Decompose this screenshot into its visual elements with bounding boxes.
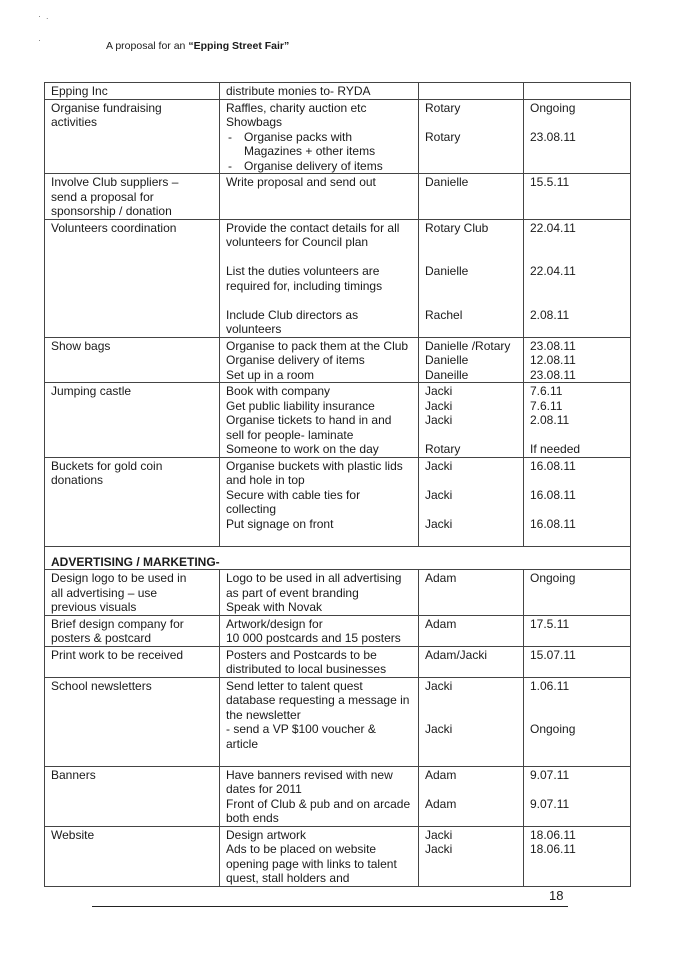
cell-line: Rotary Club bbox=[425, 220, 489, 235]
cell-line: 23.08.11 bbox=[530, 129, 576, 144]
cell-line: Ongoing bbox=[530, 571, 576, 585]
cell-line: volunteers bbox=[226, 322, 282, 336]
responsible-cell bbox=[419, 383, 524, 458]
cell-line: 2.08.11 bbox=[530, 307, 570, 322]
actions-cell bbox=[220, 570, 419, 616]
cell-line: Artwork/design for bbox=[226, 616, 323, 631]
cell-line bbox=[425, 473, 519, 488]
cell-line: Danielle bbox=[425, 175, 469, 189]
cell-line bbox=[530, 782, 626, 797]
responsible-cell bbox=[419, 826, 524, 886]
cell-line: Adam bbox=[425, 571, 457, 585]
cell-line: Rotary bbox=[425, 129, 461, 144]
cell-line: database requesting a message in bbox=[226, 693, 410, 707]
cell-line: distribute monies to- RYDA bbox=[226, 84, 371, 98]
page-number: 18 bbox=[549, 888, 564, 903]
responsible-cell bbox=[419, 615, 524, 646]
cell-line: all advertising – use bbox=[51, 585, 158, 600]
cell-line: Jacki bbox=[425, 398, 453, 413]
table-row bbox=[45, 826, 631, 886]
date-cell bbox=[524, 677, 631, 766]
table-row bbox=[45, 570, 631, 616]
cell-line: Secure with cable ties for bbox=[226, 487, 361, 502]
cell-line bbox=[425, 428, 519, 443]
cell-line bbox=[425, 782, 519, 797]
cell-line: Adam bbox=[425, 616, 457, 631]
cell-line bbox=[530, 502, 626, 517]
task-cell bbox=[45, 826, 220, 886]
task-cell bbox=[45, 615, 220, 646]
task-cell bbox=[45, 646, 220, 677]
cell-line: - send a VP $100 voucher & bbox=[226, 722, 376, 736]
actions-cell bbox=[220, 677, 419, 766]
actions-cell bbox=[220, 219, 419, 337]
cell-line: Ongoing bbox=[530, 722, 576, 736]
cell-line: Logo to be used in all advertising bbox=[226, 571, 402, 585]
cell-line: Set up in a room bbox=[226, 367, 315, 382]
cell-line bbox=[425, 693, 519, 708]
cell-line: Jacki bbox=[425, 413, 453, 427]
table-row bbox=[45, 83, 631, 100]
date-cell bbox=[524, 99, 631, 174]
task-cell bbox=[45, 457, 220, 546]
scan-specks: · . · bbox=[38, 11, 49, 45]
cell-line: 2.08.11 bbox=[530, 413, 570, 427]
cell-line: 22.04.11 bbox=[530, 220, 576, 235]
cell-line bbox=[425, 279, 519, 294]
cell-line: Danielle bbox=[425, 353, 469, 367]
responsible-cell bbox=[419, 219, 524, 337]
task-cell bbox=[45, 99, 220, 174]
responsible-cell bbox=[419, 174, 524, 220]
cell-line: Magazines + other items bbox=[244, 144, 376, 158]
cell-line: Have banners revised with new bbox=[226, 767, 393, 782]
cell-line: Buckets for gold coin bbox=[51, 458, 163, 473]
responsible-cell bbox=[419, 646, 524, 677]
cell-line: 16.08.11 bbox=[530, 487, 576, 502]
cell-line: Speak with Novak bbox=[226, 600, 323, 614]
cell-line bbox=[530, 279, 626, 294]
page-header bbox=[106, 40, 289, 52]
task-cell bbox=[45, 766, 220, 826]
cell-line: Show bags bbox=[51, 338, 111, 353]
cell-line bbox=[530, 428, 626, 443]
cell-line: Ads to be placed on website bbox=[226, 842, 377, 856]
cell-line: Ongoing bbox=[530, 100, 576, 115]
cell-line: opening page with links to talent bbox=[226, 856, 397, 871]
cell-line: as part of event branding bbox=[226, 585, 359, 600]
cell-line: 23.08.11 bbox=[530, 367, 576, 382]
cell-line: Jacki bbox=[425, 722, 453, 736]
cell-line: Posters and Postcards to be bbox=[226, 647, 377, 662]
section-row bbox=[45, 546, 631, 570]
cell-line: Organise delivery of items bbox=[226, 353, 365, 367]
task-cell bbox=[45, 83, 220, 100]
date-cell bbox=[524, 766, 631, 826]
responsible-cell bbox=[419, 99, 524, 174]
date-cell bbox=[524, 83, 631, 100]
cell-line: 1.06.11 bbox=[530, 678, 570, 693]
cell-line: 15.5.11 bbox=[530, 175, 570, 189]
table-row bbox=[45, 646, 631, 677]
cell-line: Rotary bbox=[425, 100, 461, 115]
cell-line: both ends bbox=[226, 811, 279, 825]
cell-line: sponsorship / donation bbox=[51, 204, 172, 218]
cell-line: Jacki bbox=[425, 842, 453, 856]
task-cell bbox=[45, 219, 220, 337]
date-cell bbox=[524, 615, 631, 646]
table-row bbox=[45, 615, 631, 646]
cell-line: previous visuals bbox=[51, 600, 137, 614]
cell-line: Provide the contact details for all bbox=[226, 220, 400, 235]
cell-line: dates for 2011 bbox=[226, 782, 302, 796]
task-cell bbox=[45, 337, 220, 383]
cell-line: Adam bbox=[425, 796, 457, 811]
cell-line: Danielle /Rotary bbox=[425, 338, 511, 353]
cell-line: Design logo to be used in bbox=[51, 571, 187, 585]
task-table bbox=[44, 82, 631, 887]
cell-line bbox=[530, 693, 626, 708]
cell-line: Organise to pack them at the Club bbox=[226, 338, 409, 353]
cell-line: Put signage on front bbox=[226, 516, 334, 531]
responsible-cell bbox=[419, 677, 524, 766]
header-prefix: A proposal for an bbox=[106, 40, 189, 52]
table-row bbox=[45, 383, 631, 458]
cell-line: collecting bbox=[226, 502, 277, 516]
cell-line: Organise buckets with plastic lids bbox=[226, 458, 403, 473]
task-cell bbox=[45, 570, 220, 616]
bullet-dash: - bbox=[228, 129, 232, 144]
cell-line: Write proposal and send out bbox=[226, 175, 376, 189]
cell-line: 23.08.11 bbox=[530, 338, 576, 353]
cell-line: Adam bbox=[425, 767, 457, 782]
task-cell bbox=[45, 677, 220, 766]
cell-line: Get public liability insurance bbox=[226, 398, 375, 413]
cell-line: Rachel bbox=[425, 307, 463, 322]
cell-line: Website bbox=[51, 827, 95, 842]
cell-line: Send letter to talent quest bbox=[226, 678, 363, 693]
actions-cell bbox=[220, 826, 419, 886]
cell-line: Adam/Jacki bbox=[425, 647, 488, 662]
cell-line: Danielle bbox=[425, 264, 469, 278]
cell-line bbox=[530, 473, 626, 488]
cell-line: quest, stall holders and bbox=[226, 871, 350, 885]
cell-line: Jumping castle bbox=[51, 384, 132, 398]
cell-line: 16.08.11 bbox=[530, 458, 576, 473]
table-row bbox=[45, 766, 631, 826]
actions-cell bbox=[220, 766, 419, 826]
cell-line: Organise fundraising bbox=[51, 100, 162, 115]
cell-line: If needed bbox=[530, 442, 581, 456]
cell-line: List the duties volunteers are bbox=[226, 264, 380, 278]
cell-line: activities bbox=[51, 115, 98, 129]
bullet-text: Organise delivery of items bbox=[244, 158, 383, 173]
cell-line: Organise tickets to hand in and bbox=[226, 413, 392, 427]
header-title: “Epping Street Fair” bbox=[188, 40, 290, 52]
table-row bbox=[45, 219, 631, 337]
cell-line: Someone to work on the day bbox=[226, 442, 379, 456]
actions-cell bbox=[220, 383, 419, 458]
cell-line: Jacki bbox=[425, 516, 453, 531]
table-row bbox=[45, 174, 631, 220]
cell-line bbox=[226, 250, 414, 265]
cell-line: Showbags bbox=[226, 115, 283, 129]
responsible-cell bbox=[419, 337, 524, 383]
cell-line: Book with company bbox=[226, 384, 331, 398]
cell-line: Brief design company for bbox=[51, 616, 184, 631]
cell-line: Jacki bbox=[425, 827, 453, 842]
date-cell bbox=[524, 646, 631, 677]
date-cell bbox=[524, 174, 631, 220]
date-cell bbox=[524, 826, 631, 886]
cell-line: Raffles, charity auction etc bbox=[226, 100, 367, 115]
cell-line bbox=[425, 115, 519, 130]
date-cell bbox=[524, 457, 631, 546]
cell-line bbox=[226, 531, 414, 546]
cell-line: Epping Inc bbox=[51, 84, 108, 98]
task-cell bbox=[45, 174, 220, 220]
cell-line: 18.06.11 bbox=[530, 827, 576, 842]
actions-cell bbox=[220, 99, 419, 174]
cell-line: donations bbox=[51, 473, 104, 487]
cell-line: article bbox=[226, 736, 259, 751]
cell-line: distributed to local businesses bbox=[226, 662, 387, 676]
cell-line bbox=[530, 115, 626, 130]
cell-line: Jacki bbox=[425, 487, 453, 502]
cell-line: and hole in top bbox=[226, 473, 305, 487]
actions-cell bbox=[220, 337, 419, 383]
cell-line bbox=[425, 502, 519, 517]
cell-line bbox=[530, 708, 626, 723]
cell-line: Design artwork bbox=[226, 827, 307, 842]
actions-cell bbox=[220, 174, 419, 220]
table-row bbox=[45, 337, 631, 383]
task-cell bbox=[45, 383, 220, 458]
cell-line: Daneille bbox=[425, 367, 469, 382]
cell-line: 22.04.11 bbox=[530, 264, 576, 278]
cell-line: 12.08.11 bbox=[530, 353, 576, 367]
cell-line: required for, including timings bbox=[226, 278, 383, 293]
footer-rule bbox=[92, 906, 568, 907]
cell-line: 10 000 postcards and 15 posters bbox=[226, 631, 401, 645]
cell-line bbox=[226, 130, 414, 145]
cell-line: send a proposal for bbox=[51, 189, 154, 204]
actions-cell bbox=[220, 457, 419, 546]
date-cell bbox=[524, 570, 631, 616]
cell-line: sell for people- laminate bbox=[226, 427, 354, 442]
section-heading: ADVERTISING / MARKETING- bbox=[45, 546, 631, 570]
actions-cell bbox=[220, 646, 419, 677]
cell-line: 16.08.11 bbox=[530, 516, 576, 531]
cell-line bbox=[425, 293, 519, 308]
cell-line bbox=[530, 235, 626, 250]
table-row bbox=[45, 677, 631, 766]
bullet-dash: - bbox=[228, 158, 232, 173]
date-cell bbox=[524, 337, 631, 383]
cell-line: the newsletter bbox=[226, 707, 301, 722]
cell-line: Jacki bbox=[425, 678, 453, 693]
cell-line: Jacki bbox=[425, 458, 453, 473]
cell-line: School newsletters bbox=[51, 678, 152, 693]
responsible-cell bbox=[419, 457, 524, 546]
cell-line: Print work to be received bbox=[51, 647, 184, 662]
cell-line: 15.07.11 bbox=[530, 647, 576, 662]
cell-line: 9.07.11 bbox=[530, 796, 570, 811]
cell-line bbox=[425, 235, 519, 250]
cell-line bbox=[226, 293, 414, 308]
cell-line: volunteers for Council plan bbox=[226, 235, 369, 249]
cell-line bbox=[530, 293, 626, 308]
cell-line: Jacki bbox=[425, 384, 453, 398]
date-cell bbox=[524, 383, 631, 458]
cell-line: 9.07.11 bbox=[530, 767, 570, 782]
cell-line: 7.6.11 bbox=[530, 384, 563, 398]
date-cell bbox=[524, 219, 631, 337]
cell-line: Rotary bbox=[425, 442, 461, 456]
cell-line: 17.5.11 bbox=[530, 616, 570, 631]
actions-cell bbox=[220, 83, 419, 100]
responsible-cell bbox=[419, 83, 524, 100]
cell-line: Include Club directors as bbox=[226, 307, 359, 322]
responsible-cell bbox=[419, 570, 524, 616]
responsible-cell bbox=[419, 766, 524, 826]
cell-line: Banners bbox=[51, 767, 96, 782]
cell-line: posters & postcard bbox=[51, 631, 152, 645]
table-row bbox=[45, 457, 631, 546]
actions-cell bbox=[220, 615, 419, 646]
cell-line: Volunteers coordination bbox=[51, 220, 177, 235]
cell-line bbox=[425, 250, 519, 265]
cell-line bbox=[425, 84, 519, 99]
cell-line bbox=[226, 751, 414, 766]
cell-line bbox=[425, 708, 519, 723]
cell-line: Front of Club & pub and on arcade bbox=[226, 796, 411, 811]
cell-line: 7.6.11 bbox=[530, 398, 563, 413]
cell-line: 18.06.11 bbox=[530, 842, 576, 856]
table-row bbox=[45, 99, 631, 174]
cell-line: Involve Club suppliers – bbox=[51, 175, 179, 189]
cell-line bbox=[530, 84, 626, 99]
bullet-text: Organise packs with bbox=[244, 129, 353, 144]
cell-line bbox=[530, 250, 626, 265]
cell-line bbox=[226, 159, 414, 174]
